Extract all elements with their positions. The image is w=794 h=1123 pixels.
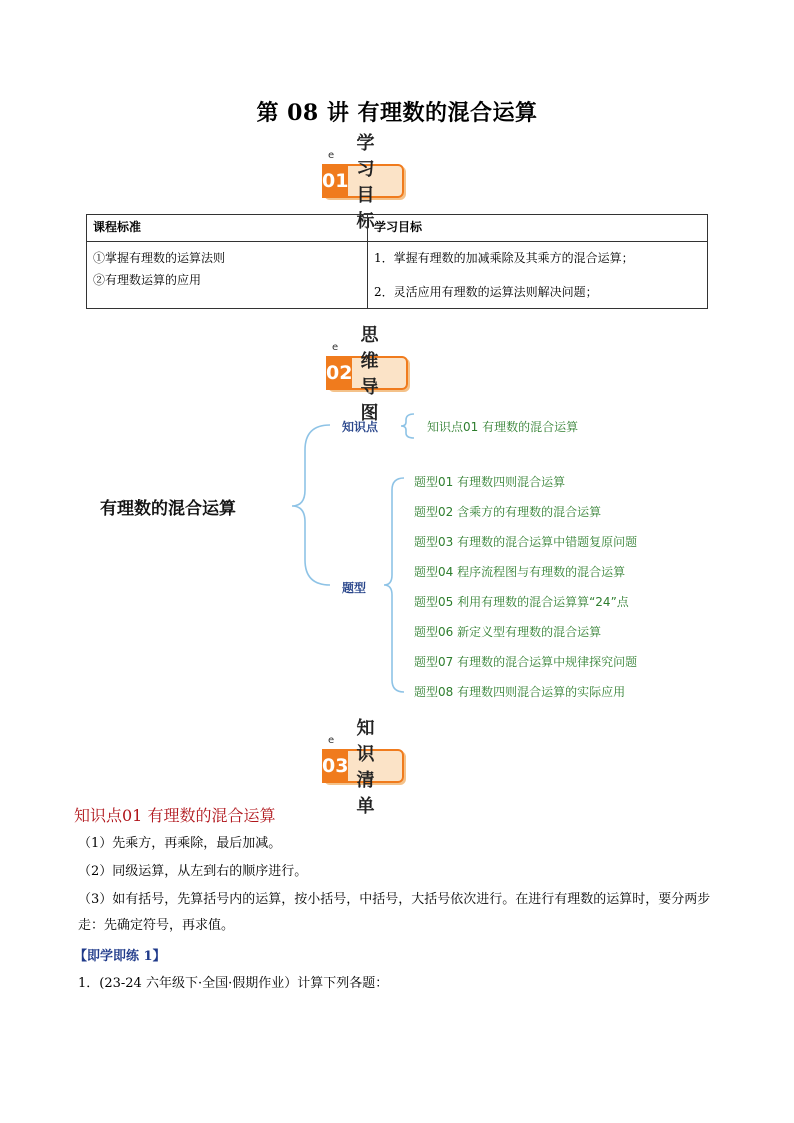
rule-line: （3）如有括号，先算括号内的运算，按小括号，中括号，大括号依次进行。在进行有理数的运算时，要分两步 [78,892,711,907]
goal-item: 2．灵活应用有理数的运算法则解决问题； [374,285,598,299]
badge-number: 02 [326,356,352,390]
standard-item: ②有理数运算的应用 [93,273,202,287]
table-header-goal: 学习目标 [368,215,708,242]
rule-line: 走：先确定符号，再求值。 [78,918,235,933]
mindmap-type-item: 题型06 新定义型有理数的混合运算 [414,625,602,639]
mindmap-type-item: 题型01 有理数四则混合运算 [414,475,566,489]
knowledge-point-title: 知识点01 有理数的混合运算 [74,806,276,825]
page-title: 第 08 讲 有理数的混合运算 [256,100,538,126]
mindmap-type-item: 题型03 有理数的混合运算中错题复原问题 [414,535,638,549]
badge-tag: e [328,735,335,746]
types-brace [384,478,404,692]
badge-number: 01 [322,164,348,198]
standard-item: ①掌握有理数的运算法则 [93,251,226,265]
badge-tag: e [328,150,335,161]
mindmap-type-item: 题型02 含乘方的有理数的混合运算 [414,505,602,519]
practice-question: 1．(23-24 六年级下·全国·假期作业）计算下列各题： [78,976,389,991]
badge-label: 学习目标 [348,164,404,198]
mindmap-knowledge-item: 知识点01 有理数的混合运算 [427,420,579,434]
mindmap-types-label: 题型 [342,581,367,595]
badge-tag: e [332,342,339,353]
mindmap-type-item: 题型04 程序流程图与有理数的混合运算 [414,565,626,579]
mindmap-type-item: 题型07 有理数的混合运算中规律探究问题 [414,655,638,669]
badge-label: 知识清单 [348,749,404,783]
mindmap-type-item: 题型08 有理数四则混合运算的实际应用 [414,685,626,699]
knowledge-brace [401,414,414,438]
badge-number: 03 [322,749,348,783]
root-brace [292,425,330,585]
mindmap-knowledge-label: 知识点 [342,420,379,434]
badge-label: 思维导图 [352,356,408,390]
rule-line: （2）同级运算，从左到右的顺序进行。 [78,864,308,879]
mindmap-type-item: 题型05 利用有理数的混合运算算“24”点 [414,595,629,609]
practice-label: 【即学即练 1】 [74,949,166,964]
rule-line: （1）先乘方，再乘除，最后加减。 [78,836,282,851]
mindmap-root: 有理数的混合运算 [100,499,236,519]
table-header-standard: 课程标准 [87,215,368,242]
goal-item: 1．掌握有理数的加减乘除及其乘方的混合运算； [374,251,634,265]
